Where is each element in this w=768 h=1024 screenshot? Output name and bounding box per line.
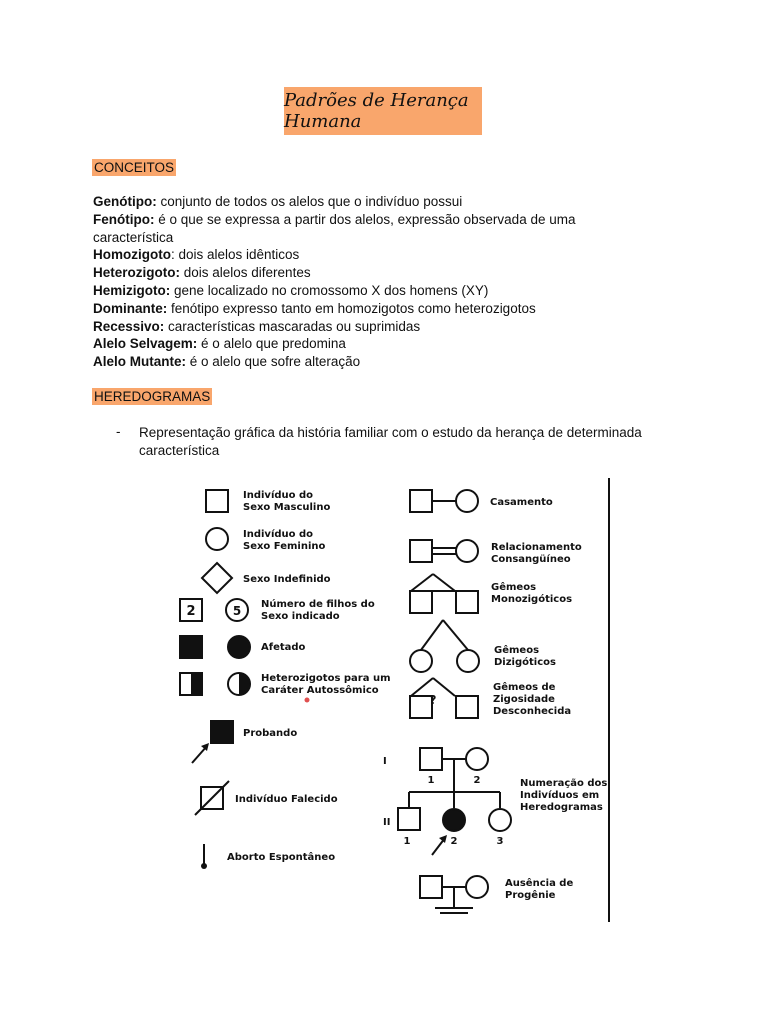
label-hetero-1: Heterozigotos para um: [261, 673, 391, 684]
hetero-circle-half: [239, 673, 250, 695]
label-mono-1: Gêmeos: [491, 582, 537, 593]
label-male-1: Indivíduo do: [243, 490, 314, 501]
label-noprog-1: Ausência de: [505, 878, 574, 889]
label-consang-2: Consangüíneo: [491, 554, 571, 565]
title-banner: [284, 87, 482, 135]
mono-twin-square-icon-2: [456, 591, 478, 613]
proband-square-icon: [211, 721, 233, 743]
marriage-circle-icon: [456, 490, 478, 512]
count-square-number: 2: [186, 604, 196, 619]
mono-twin-square-icon-1: [410, 591, 432, 613]
affected-square-icon: [180, 636, 202, 658]
female-circle-icon: [206, 528, 228, 550]
gen2-num-1: 1: [403, 836, 411, 847]
concept-item: Fenótipo: é o que se expressa a partir dos alelos, expressão observada de uma característica: [93, 211, 576, 245]
label-dizy-2: Dizigóticos: [494, 657, 556, 668]
pedigree-heading: HEREDOGRAMAS: [94, 389, 211, 404]
label-unk-3: Desconhecida: [493, 706, 572, 717]
bullet-marker: -: [116, 424, 121, 439]
label-undefined: Sexo Indefinido: [243, 574, 331, 585]
diamond-icon: [202, 563, 232, 593]
gen2-affected-female-icon: [443, 809, 465, 831]
pedigree-symbols-figure: [155, 478, 611, 922]
dizy-twin-circle-icon-1: [410, 650, 432, 672]
concept-item: Alelo Mutante: é o alelo que sofre alteração: [93, 354, 361, 370]
label-dizy-1: Gêmeos: [494, 645, 540, 656]
hetero-square-half: [191, 673, 202, 695]
label-numbering-2: Indivíduos em: [520, 790, 600, 801]
gen2-num-2: 2: [450, 836, 458, 847]
gen2-female-icon: [489, 809, 511, 831]
gen1-num-1: 1: [427, 775, 435, 786]
marriage-square-icon: [410, 490, 432, 512]
noprog-male-icon: [420, 876, 442, 898]
noprog-female-icon: [466, 876, 488, 898]
concept-item: Hemizigoto: gene localizado no cromossomo X dos homens (XY): [93, 282, 489, 298]
label-mono-2: Monozigóticos: [491, 594, 573, 605]
bullet-text: Representação gráfica da história familiar com o estudo da herança de determinada característica: [139, 425, 642, 458]
label-female-1: Indivíduo do: [243, 529, 314, 540]
page-title: Padrões de Herança Humana: [284, 90, 469, 132]
count-circle-number: 5: [232, 604, 242, 618]
concept-item: Recessivo: características mascaradas ou suprimidas: [93, 318, 421, 334]
gen1-num-2: 2: [473, 775, 481, 786]
label-numbering-3: Heredogramas: [520, 802, 603, 813]
gen2-male-icon: [398, 808, 420, 830]
gen1-male-icon: [420, 748, 442, 770]
label-consang-1: Relacionamento: [491, 542, 582, 553]
concept-item: Homozigoto: dois alelos idênticos: [93, 247, 300, 263]
label-hetero-2: Caráter Autossômico: [261, 685, 379, 696]
gen2-num-3: 3: [496, 836, 504, 847]
label-abortion: Aborto Espontâneo: [227, 852, 336, 863]
label-affected: Afetado: [261, 642, 306, 653]
consang-circle-icon: [456, 540, 478, 562]
concept-item: Dominante: fenótipo expresso tanto em homozigotos como heterozigotos: [93, 300, 536, 316]
label-proband: Probando: [243, 728, 298, 739]
label-numbering-1: Numeração dos: [520, 778, 608, 789]
label-marriage: Casamento: [490, 497, 553, 508]
consang-square-icon: [410, 540, 432, 562]
unknown-question-mark: ?: [429, 693, 437, 707]
affected-circle-icon: [228, 636, 250, 658]
label-count-2: Sexo indicado: [261, 611, 340, 622]
concepts-heading: CONCEITOS: [94, 160, 175, 175]
gen1-female-icon: [466, 748, 488, 770]
label-noprog-2: Progênie: [505, 890, 556, 901]
concepts-list: [93, 193, 653, 371]
gen-label-II: II: [383, 817, 391, 828]
label-count-1: Número de filhos do: [261, 599, 375, 610]
label-deceased: Indivíduo Falecido: [235, 794, 338, 805]
concept-item: Heterozigoto: dois alelos diferentes: [93, 265, 311, 281]
unk-twin-square-icon-2: [456, 696, 478, 718]
concept-item: Genótipo: conjunto de todos os alelos que o indivíduo possui: [93, 194, 463, 209]
label-unk-2: Zigosidade: [493, 694, 555, 705]
annotation-dot: [305, 698, 310, 703]
concept-item: Alelo Selvagem: é o alelo que predomina: [93, 336, 346, 352]
label-unk-1: Gêmeos de: [493, 682, 556, 693]
male-square-icon: [206, 490, 228, 512]
label-male-2: Sexo Masculino: [243, 502, 331, 513]
label-female-2: Sexo Feminino: [243, 541, 326, 552]
dizy-twin-circle-icon-2: [457, 650, 479, 672]
gen-label-I: I: [383, 756, 387, 767]
